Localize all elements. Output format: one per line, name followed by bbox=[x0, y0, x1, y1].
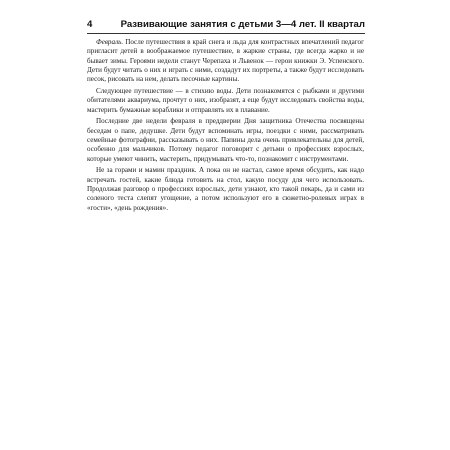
header-divider bbox=[87, 33, 365, 34]
page-number: 4 bbox=[87, 19, 93, 30]
paragraph-water-journey bbox=[87, 87, 364, 115]
paragraph-mothers-day bbox=[87, 166, 364, 212]
page-header bbox=[87, 18, 365, 32]
paragraph-defender-day bbox=[87, 117, 364, 163]
paragraph-text: Следующее путешествие — в стихию воды. Дети познакомятся с рыбками и другими обитателями аквариума, прочтут о них, изобразят, а еще будут исследовать свойства воды, мастерить бумажные кораблики и отправлять их в плавание. bbox=[87, 86, 364, 114]
paragraph-text: После путешествия в край снега и льда для контрастных впечатлений педагог пригласит детей в воображаемое путешествие, в жаркие страны, где всегда жарко и не бывает зимы. Героями недели станут Черепаха и Львенок — герои книжки Э. Успенского. Дети будут читать о них и играть с ними, создадут их портреты, а также будут исследовать песок, рисовать на нем, делать песочные картины. bbox=[87, 38, 364, 84]
paragraph-february bbox=[87, 38, 364, 84]
running-title: Развивающие занятия с детьми 3—4 лет. II квартал bbox=[120, 19, 365, 30]
paragraph-text: Последние две недели февраля в преддверии Дня защитника Отечества посвящены беседам о папе, дедушке. Дети будут вспоминать игры, поездки с ними, рассматривать семейные фотографии, рассказывать о них. Папины дела очень привлекательны для детей, особенно для мальчиков. Потому педагог поговорит с детьми о профессиях взрослых, которые умеют чинить, мастерить, придумывать что-то, познакомит с инструментами. bbox=[87, 117, 364, 163]
paragraph-lead-italic: Февраль. bbox=[96, 38, 124, 46]
body-text bbox=[87, 38, 364, 215]
paragraph-text: Не за горами и мамин праздник. А пока он не настал, самое время обсудить, как надо встречать гостей, какие блюда готовить на стол, какую посуду для чего использовать. Продолжая разговор о профессиях взрослых, дети узнают, кто такой пекарь, да и сами из соленого теста слепят угощение, а потом используют его в сюжетно-ролевых играх в «гости», «день рождения». bbox=[87, 166, 364, 212]
